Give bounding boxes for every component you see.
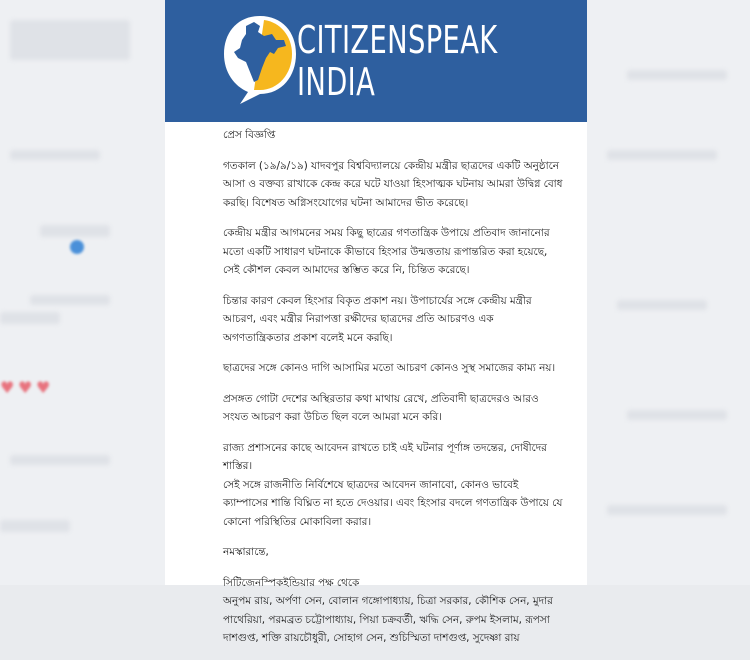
- brand-name-line2: INDIA: [297, 60, 376, 104]
- paragraph-5: প্রসঙ্গত গোটা দেশের অস্থিরতার কথা মাথায় রেখে, প্রতিবাদী ছাত্রদেরও আরও সংযত আচরণ করা উচিত ছিল বলে আমরা মনে করি।: [223, 392, 539, 423]
- greeting: নমস্কারান্তে,: [223, 546, 269, 558]
- background-feed-right: [587, 0, 750, 585]
- background-feed-left: ♥ ♥ ♥: [0, 0, 165, 585]
- india-map-speech-bubble-icon: [220, 12, 300, 106]
- paragraph-4: ছাত্রদের সঙ্গে কোনও দাগি আসামির মতো আচরণ কোনও সুস্থ সমাজের কাম্য নয়।: [223, 362, 556, 374]
- press-release-heading: প্রেস বিজ্ঞপ্তি: [223, 129, 276, 141]
- letter-body: [223, 126, 563, 660]
- paragraph-2: কেন্দ্রীয় মন্ত্রীর আগমনের সময় কিছু ছাত্রের গণতান্ত্রিক উপায়ে প্রতিবাদ জানানোর মতো একটি সাধারণ ঘটনাকে কীভাবে হিংসার উন্মত্ততায় রূপান্তরিত করা হয়েছে, সেই কৌশল কেবল আমাদের স্তম্ভিত করে নি, চিন্তিত করেছে।: [223, 227, 550, 276]
- paragraph-1: গতকাল (১৯/৯/১৯) যাদবপুর বিশ্ববিদ্যালয়ে কেন্দ্রীয় মন্ত্রীর ছাত্রদের একটি অনুষ্ঠানে আসা ও বক্তব্য রাখাকে কেন্দ্র করে ঘটে যাওয়া হিংসাত্মক ঘটনায় আমরা উদ্বিগ্ন বোধ করছি। বিশেষত অগ্নিসংযোগের ঘটনা আমাদের ভীত করেছে।: [223, 159, 563, 209]
- citizenspeak-banner: [165, 0, 587, 122]
- paragraph-6b: সেই সঙ্গে রাজনীতি নির্বিশেষে ছাত্রদের আবেদন জানাবো, কোনও ভাবেই ক্যাম্পাসের শান্তি বিঘ্নিত না হতে দেওয়ার। এবং হিংসার বদলে গণতান্ত্রিক উপায়ে যে কোনো পরিস্থিতির মোকাবিলা করার।: [223, 478, 563, 528]
- press-release-document: [165, 0, 587, 644]
- signatories: অনুপম রায়, অর্পণা সেন, বোলান গঙ্গোপাধ্যায়, চিত্রা সরকার, কৌশিক সেন, মুদার পাথেরিয়া, পরমব্রত চট্টোপাধ্যায়, পিয়া চক্রবর্তী, ঋদ্ধি সেন, রুপম ইসলাম, রূপসা দাশগুপ্ত, শক্তি রায়চৌধুরী, সোহাগ সেন, শুচিস্মিতা দাশগুপ্ত, সুদেষ্ণা রায়: [223, 595, 553, 644]
- paragraph-3: চিন্তার কারণ কেবল হিংসার বিকৃত প্রকাশ নয়। উপাচার্যের সঙ্গে কেন্দ্রীয় মন্ত্রীর আচরণ, এবং মন্ত্রীর নিরাপত্তা রক্ষীদের ছাত্রদের প্রতি আচরণও এক অগণতান্ত্রিকতার প্রকাশ বলেই মনে করছি।: [223, 294, 532, 344]
- from-line: সিটিজেনস্পিকইন্ডিয়ার পক্ষ থেকে: [223, 576, 360, 589]
- paragraph-6a: রাজ্য প্রশাসনের কাছে আবেদন রাখতে চাই এই ঘটনার পূর্ণাঙ্গ তদন্তের, দোষীদের শাস্তির।: [223, 441, 547, 472]
- brand-name-line1: CITIZENSPEAK: [297, 18, 498, 62]
